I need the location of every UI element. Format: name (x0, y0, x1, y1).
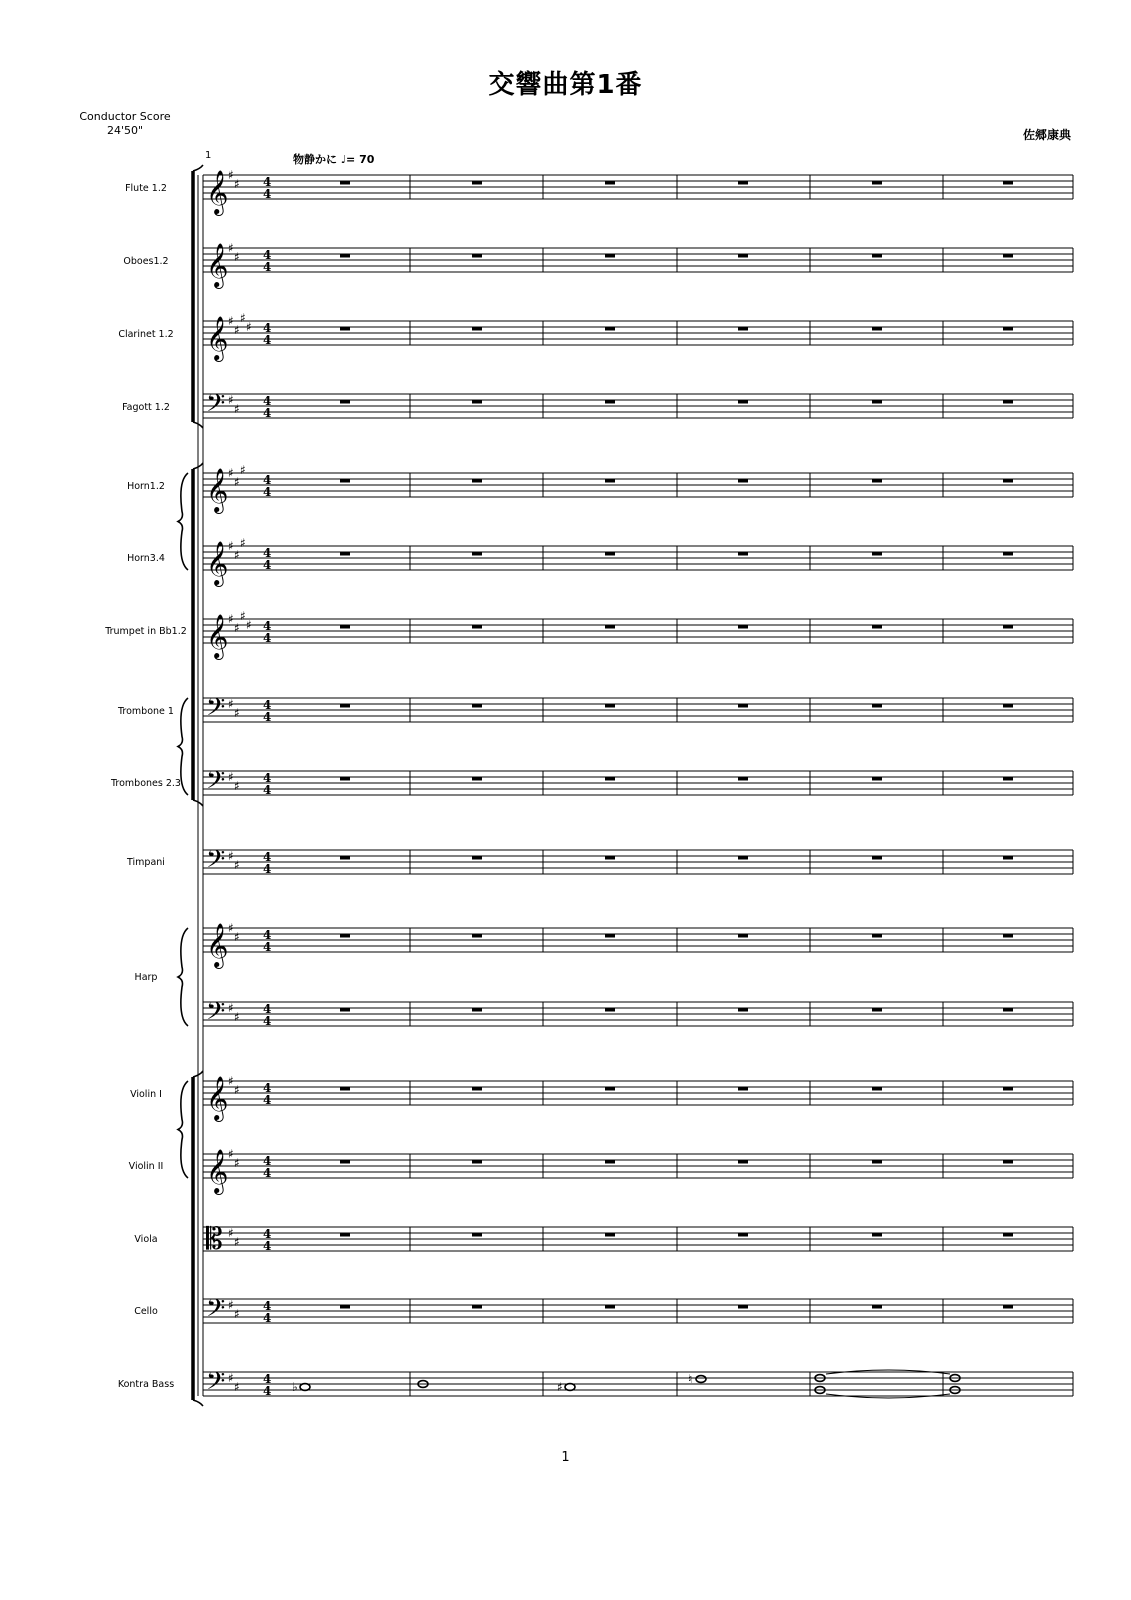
sharp-icon: ♯ (228, 1147, 234, 1161)
whole-rest-icon (340, 1233, 350, 1237)
time-sig-denominator: 4 (263, 485, 272, 499)
whole-rest-icon (1003, 625, 1013, 629)
whole-rest-icon (605, 1305, 615, 1309)
whole-rest-icon (872, 934, 882, 938)
whole-note (696, 1376, 706, 1383)
brace (178, 928, 188, 1026)
instrument-label: Flute 1.2 (125, 183, 167, 194)
whole-rest-icon (605, 400, 615, 404)
whole-rest-icon (340, 479, 350, 483)
whole-rest-icon (738, 1008, 748, 1012)
whole-rest-icon (738, 400, 748, 404)
whole-rest-icon (605, 625, 615, 629)
whole-rest-icon (872, 1160, 882, 1164)
whole-rest-icon (738, 552, 748, 556)
sharp-icon: ♯ (234, 621, 240, 635)
page-number: 1 (561, 1450, 570, 1465)
sharp-icon: ♯ (228, 697, 234, 711)
whole-rest-icon (738, 479, 748, 483)
instrument-label: Horn1.2 (127, 481, 165, 492)
whole-rest-icon (1003, 1233, 1013, 1237)
whole-rest-icon (340, 934, 350, 938)
whole-rest-icon (1003, 181, 1013, 185)
whole-rest-icon (472, 777, 482, 781)
sharp-icon: ♯ (557, 1380, 563, 1394)
whole-rest-icon (1003, 479, 1013, 483)
time-sig-numerator: 4 (263, 928, 272, 942)
time-sig-numerator: 4 (263, 1372, 272, 1386)
sharp-icon: ♯ (234, 250, 240, 264)
sharp-icon: ♯ (234, 1010, 240, 1024)
whole-rest-icon (872, 1305, 882, 1309)
bass-clef-icon: 𝄢 (206, 845, 226, 880)
whole-rest-icon (340, 1305, 350, 1309)
sharp-icon: ♯ (240, 536, 246, 550)
whole-rest-icon (472, 1160, 482, 1164)
whole-rest-icon (605, 254, 615, 258)
whole-rest-icon (472, 704, 482, 708)
whole-rest-icon (472, 1008, 482, 1012)
treble-clef-icon: 𝄞 (206, 316, 229, 360)
time-sig-denominator: 4 (263, 187, 272, 201)
sharp-icon: ♯ (240, 311, 246, 325)
whole-rest-icon (340, 254, 350, 258)
whole-rest-icon (340, 400, 350, 404)
sharp-icon: ♯ (228, 770, 234, 784)
bass-clef-icon: 𝄢 (206, 766, 226, 801)
whole-rest-icon (872, 552, 882, 556)
sharp-icon: ♯ (228, 539, 234, 553)
whole-rest-icon (872, 181, 882, 185)
whole-note (565, 1384, 575, 1391)
time-sig-denominator: 4 (263, 862, 272, 876)
composer: 佐郷康典 (1022, 128, 1071, 142)
score-title: 交響曲第1番 (488, 70, 643, 100)
whole-rest-icon (1003, 934, 1013, 938)
sharp-icon: ♯ (246, 320, 252, 334)
sharp-icon: ♯ (228, 921, 234, 935)
brace (178, 698, 188, 795)
sharp-icon: ♯ (234, 1083, 240, 1097)
whole-rest-icon (872, 1087, 882, 1091)
whole-rest-icon (605, 856, 615, 860)
whole-rest-icon (1003, 1305, 1013, 1309)
time-sig-numerator: 4 (263, 1002, 272, 1016)
bass-clef-icon: 𝄢 (206, 997, 226, 1032)
sharp-icon: ♯ (234, 1307, 240, 1321)
whole-rest-icon (738, 1305, 748, 1309)
whole-rest-icon (872, 704, 882, 708)
sharp-icon: ♯ (228, 1074, 234, 1088)
whole-rest-icon (738, 856, 748, 860)
whole-rest-icon (472, 552, 482, 556)
bracket-hook (193, 1400, 203, 1406)
sharp-icon: ♯ (228, 1001, 234, 1015)
time-sig-numerator: 4 (263, 698, 272, 712)
sharp-icon: ♯ (228, 241, 234, 255)
whole-rest-icon (872, 1008, 882, 1012)
whole-rest-icon (872, 400, 882, 404)
whole-rest-icon (1003, 1160, 1013, 1164)
time-sig-denominator: 4 (263, 333, 272, 347)
sharp-icon: ♯ (234, 779, 240, 793)
time-sig-denominator: 4 (263, 710, 272, 724)
instrument-label: Kontra Bass (117, 1379, 175, 1390)
time-sig-denominator: 4 (263, 406, 272, 420)
whole-rest-icon (605, 1160, 615, 1164)
brace (178, 1081, 188, 1178)
sharp-icon: ♯ (228, 314, 234, 328)
brace (178, 473, 188, 570)
sharp-icon: ♯ (234, 475, 240, 489)
whole-rest-icon (1003, 777, 1013, 781)
instrument-label: Violin I (130, 1089, 162, 1100)
whole-rest-icon (738, 254, 748, 258)
tempo-marking: 物静かに ♩= 70 (293, 153, 375, 166)
sharp-icon: ♯ (228, 168, 234, 182)
time-sig-denominator: 4 (263, 260, 272, 274)
whole-rest-icon (340, 1008, 350, 1012)
sharp-icon: ♯ (234, 177, 240, 191)
time-sig-numerator: 4 (263, 473, 272, 487)
sharp-icon: ♯ (228, 849, 234, 863)
sharp-icon: ♯ (228, 612, 234, 626)
instrument-label: Harp (134, 972, 158, 983)
time-sig-denominator: 4 (263, 1166, 272, 1180)
whole-rest-icon (605, 479, 615, 483)
whole-rest-icon (738, 1233, 748, 1237)
time-sig-denominator: 4 (263, 783, 272, 797)
whole-rest-icon (340, 1087, 350, 1091)
whole-rest-icon (605, 181, 615, 185)
instrument-label: Clarinet 1.2 (118, 329, 174, 340)
sharp-icon: ♯ (228, 393, 234, 407)
sharp-icon: ♯ (228, 1226, 234, 1240)
whole-rest-icon (872, 327, 882, 331)
instrument-label: Fagott 1.2 (122, 402, 170, 413)
time-sig-numerator: 4 (263, 394, 272, 408)
whole-rest-icon (605, 1008, 615, 1012)
time-sig-denominator: 4 (263, 1311, 272, 1325)
whole-rest-icon (605, 327, 615, 331)
time-sig-numerator: 4 (263, 248, 272, 262)
whole-rest-icon (340, 704, 350, 708)
sharp-icon: ♯ (234, 548, 240, 562)
whole-rest-icon (472, 1087, 482, 1091)
whole-rest-icon (605, 1087, 615, 1091)
sharp-icon: ♯ (234, 858, 240, 872)
score-type: Conductor Score (79, 110, 171, 123)
whole-rest-icon (340, 625, 350, 629)
whole-rest-icon (1003, 1008, 1013, 1012)
whole-rest-icon (472, 1233, 482, 1237)
sharp-icon: ♯ (228, 1298, 234, 1312)
whole-rest-icon (605, 934, 615, 938)
whole-rest-icon (738, 1160, 748, 1164)
time-sig-numerator: 4 (263, 619, 272, 633)
whole-rest-icon (472, 856, 482, 860)
sharp-icon: ♯ (228, 1371, 234, 1385)
sharp-icon: ♯ (234, 402, 240, 416)
whole-rest-icon (340, 181, 350, 185)
sharp-icon: ♯ (234, 323, 240, 337)
whole-rest-icon (1003, 1087, 1013, 1091)
whole-rest-icon (738, 934, 748, 938)
instrument-label: Trombones 2.3 (111, 778, 181, 789)
whole-rest-icon (738, 704, 748, 708)
sharp-icon: ♯ (234, 930, 240, 944)
treble-clef-icon: 𝄞 (206, 923, 229, 967)
time-sig-denominator: 4 (263, 558, 272, 572)
bass-clef-icon: 𝄢 (206, 1294, 226, 1329)
sharp-icon: ♯ (228, 466, 234, 480)
instrument-label: Cello (134, 1306, 158, 1317)
whole-rest-icon (340, 777, 350, 781)
whole-rest-icon (605, 1233, 615, 1237)
instrument-label: Timpani (127, 857, 165, 868)
time-sig-numerator: 4 (263, 1227, 272, 1241)
whole-rest-icon (738, 181, 748, 185)
bass-clef-icon: 𝄢 (206, 389, 226, 424)
time-sig-denominator: 4 (263, 940, 272, 954)
alto-clef-icon: 𝄡 (206, 1222, 223, 1257)
whole-rest-icon (738, 625, 748, 629)
whole-rest-icon (472, 1305, 482, 1309)
whole-rest-icon (1003, 254, 1013, 258)
whole-rest-icon (605, 777, 615, 781)
time-sig-numerator: 4 (263, 850, 272, 864)
time-sig-numerator: 4 (263, 1299, 272, 1313)
natural-icon: ♮ (688, 1372, 693, 1386)
whole-rest-icon (340, 1160, 350, 1164)
time-sig-numerator: 4 (263, 321, 272, 335)
whole-rest-icon (738, 777, 748, 781)
time-sig-denominator: 4 (263, 1239, 272, 1253)
time-sig-numerator: 4 (263, 546, 272, 560)
sharp-icon: ♯ (234, 706, 240, 720)
whole-rest-icon (472, 181, 482, 185)
whole-rest-icon (872, 777, 882, 781)
whole-rest-icon (738, 327, 748, 331)
treble-clef-icon: 𝄞 (206, 614, 229, 658)
whole-rest-icon (872, 1233, 882, 1237)
sharp-icon: ♯ (234, 1235, 240, 1249)
whole-rest-icon (472, 327, 482, 331)
whole-rest-icon (738, 1087, 748, 1091)
whole-rest-icon (1003, 856, 1013, 860)
time-sig-numerator: 4 (263, 175, 272, 189)
instrument-label: Viola (134, 1234, 158, 1245)
treble-clef-icon: 𝄞 (206, 468, 229, 512)
time-sig-numerator: 4 (263, 1081, 272, 1095)
whole-rest-icon (872, 856, 882, 860)
treble-clef-icon: 𝄞 (206, 170, 229, 214)
instrument-label: Trombone 1 (118, 706, 174, 717)
treble-clef-icon: 𝄞 (206, 1076, 229, 1120)
time-sig-denominator: 4 (263, 1384, 272, 1398)
instrument-label: Horn3.4 (127, 553, 165, 564)
whole-rest-icon (1003, 704, 1013, 708)
sharp-icon: ♯ (240, 463, 246, 477)
instrument-label: Oboes1.2 (123, 256, 169, 267)
time-sig-denominator: 4 (263, 631, 272, 645)
flat-icon: ♭ (292, 1380, 298, 1394)
whole-rest-icon (472, 479, 482, 483)
whole-rest-icon (605, 704, 615, 708)
whole-rest-icon (472, 400, 482, 404)
measure-number: 1 (205, 150, 212, 161)
whole-rest-icon (340, 327, 350, 331)
whole-rest-icon (1003, 552, 1013, 556)
time-sig-denominator: 4 (263, 1014, 272, 1028)
bracket-hook (193, 165, 203, 171)
whole-rest-icon (1003, 327, 1013, 331)
duration: 24'50" (106, 124, 144, 137)
whole-note (300, 1384, 310, 1391)
instrument-label: Trumpet in Bb1.2 (105, 626, 187, 637)
sharp-icon: ♯ (246, 618, 252, 632)
time-sig-denominator: 4 (263, 1093, 272, 1107)
whole-rest-icon (605, 552, 615, 556)
whole-rest-icon (872, 254, 882, 258)
whole-rest-icon (472, 254, 482, 258)
time-sig-numerator: 4 (263, 1154, 272, 1168)
whole-rest-icon (340, 552, 350, 556)
whole-rest-icon (872, 479, 882, 483)
whole-rest-icon (1003, 400, 1013, 404)
whole-rest-icon (472, 625, 482, 629)
sharp-icon: ♯ (240, 609, 246, 623)
whole-rest-icon (340, 856, 350, 860)
treble-clef-icon: 𝄞 (206, 1149, 229, 1193)
whole-rest-icon (472, 934, 482, 938)
whole-rest-icon (872, 625, 882, 629)
sharp-icon: ♯ (234, 1380, 240, 1394)
instrument-label: Violin II (128, 1161, 164, 1172)
time-sig-numerator: 4 (263, 771, 272, 785)
bass-clef-icon: 𝄢 (206, 1367, 226, 1402)
treble-clef-icon: 𝄞 (206, 541, 229, 585)
bass-clef-icon: 𝄢 (206, 693, 226, 728)
treble-clef-icon: 𝄞 (206, 243, 229, 287)
sharp-icon: ♯ (234, 1156, 240, 1170)
